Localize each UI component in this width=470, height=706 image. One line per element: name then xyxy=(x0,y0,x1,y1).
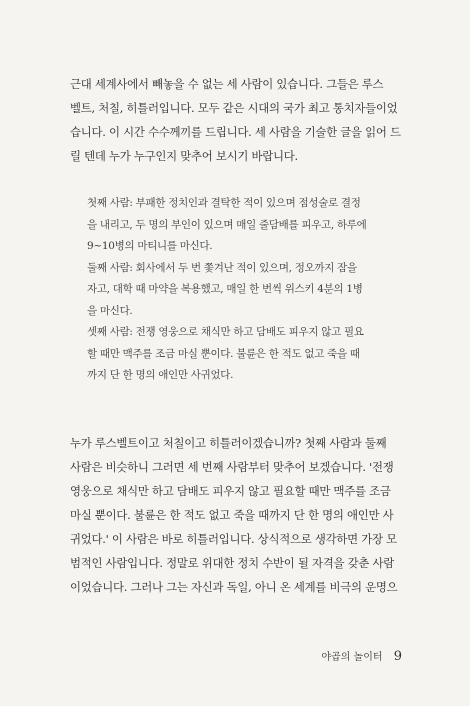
quote-line: 을 마신다. xyxy=(87,304,133,317)
page-number: 9 xyxy=(393,649,402,664)
answer-line: 이었습니다. 그러나 그는 자신과 독일, 아니 온 세계를 비극의 운명으 xyxy=(70,580,398,594)
intro-line: 습니다. 이 시간 수수께끼를 드립니다. 세 사람을 기술한 글을 읽어 드 xyxy=(70,125,401,139)
answer-line: 영웅으로 채식만 하고 담배도 피우지 않고 필요할 때만 맥주를 조금 xyxy=(70,484,391,498)
quote-line: 첫째 사람: 부패한 정치인과 결탁한 적이 있으며 점성술로 결정 xyxy=(87,197,361,209)
quote-line: 9~10병의 마티니를 마신다. xyxy=(87,240,213,252)
answer-line: 범적인 사람입니다. 정말로 위대한 정치 수반이 될 자격을 갖춘 사람 xyxy=(70,556,395,570)
answer-line: 누가 루스벨트이고 처칠이고 히틀러이겠습니까? 첫째 사람과 둘째 xyxy=(70,436,387,450)
running-title: 야곱의 놀이터 xyxy=(321,652,383,663)
quote-line: 둘째 사람: 회사에서 두 번 쫓겨난 적이 있으며, 정오까지 잠을 xyxy=(87,261,357,274)
answer-line: 마실 뿐이다. 불륜은 한 적도 없고 죽을 때까지 단 한 명의 애인만 사 xyxy=(70,508,394,522)
quote-line: 을 내리고, 두 명의 부인이 있으며 매일 줄담배를 피우고, 하루에 xyxy=(87,218,367,231)
quote-block xyxy=(87,193,402,387)
quote-line: 까지 단 한 명의 애인만 사귀었다. xyxy=(87,369,234,381)
quote-line: 할 때만 맥주를 조금 마실 뿐이다. 불륜은 한 적도 없고 죽을 때 xyxy=(87,347,360,360)
quote-line: 자고, 대학 때 마약을 복용했고, 매일 한 번씩 위스키 4분의 1병 xyxy=(87,283,363,295)
intro-line: 근대 세계사에서 빼놓을 수 없는 세 사람이 있습니다. 그들은 루스 xyxy=(70,77,384,91)
intro-line: 벨트, 처칠, 히틀러입니다. 모두 같은 시대의 국가 최고 통치자들이었 xyxy=(70,101,398,115)
intro-paragraph xyxy=(70,72,400,168)
quote-line: 셋째 사람: 전쟁 영웅으로 채식만 하고 담배도 피우지 않고 필요 xyxy=(87,326,364,338)
answer-line: 사람은 비슷하니 그러면 세 번째 사람부터 맞추어 보겠습니다. '전쟁 xyxy=(70,460,394,474)
answer-paragraph xyxy=(70,431,400,599)
answer-line: 귀었다.' 이 사람은 바로 히틀러입니다. 상식적으로 생각하면 가장 모 xyxy=(70,532,397,546)
intro-line: 릴 텐데 누가 누구인지 맞추어 보시기 바랍니다. xyxy=(70,149,298,163)
page-footer xyxy=(321,648,402,664)
